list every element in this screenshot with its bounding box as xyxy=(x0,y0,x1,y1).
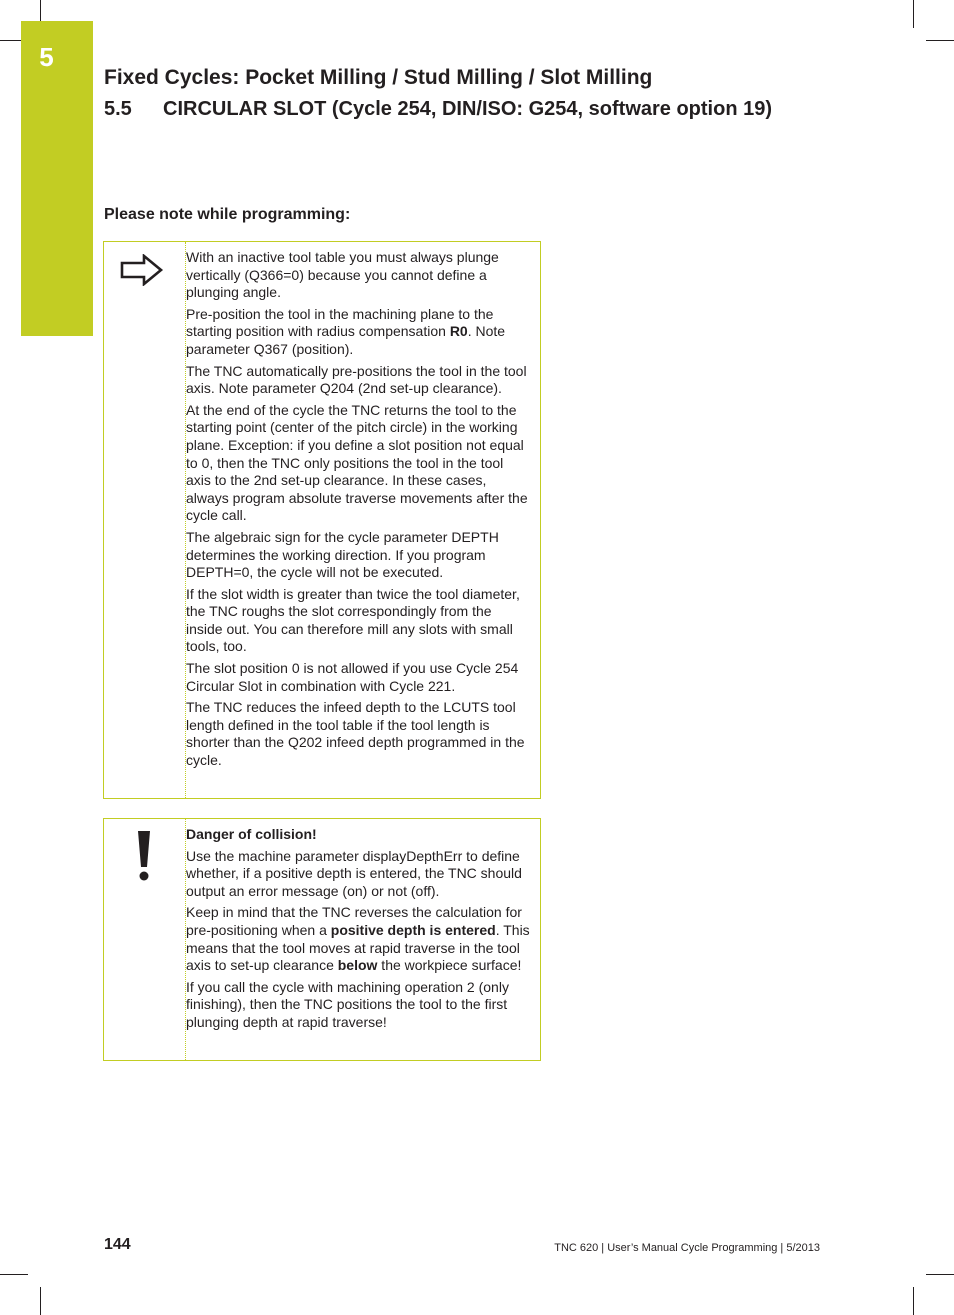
info-paragraph: The TNC reduces the infeed depth to the LCUTS tool length defined in the tool table if the tool length is shorter than the Q202 infeed depth programmed in the cycle. xyxy=(186,699,525,769)
warning-paragraph: Keep in mind that the TNC reverses the calculation for pre-positioning when a positive depth is entered. This means that the tool moves at rapid traverse in the tool axis to set-up clearance below the workpiece surface! xyxy=(186,904,530,974)
exclamation-icon xyxy=(134,829,154,886)
info-paragraph: The algebraic sign for the cycle parameter DEPTH determines the working direction. If you program DEPTH=0, the cycle will not be executed. xyxy=(186,528,499,581)
crop-mark xyxy=(913,0,914,28)
chapter-title: Fixed Cycles: Pocket Milling / Stud Milling / Slot Milling xyxy=(104,66,653,89)
info-paragraph: The TNC automatically pre-positions the tool in the tool axis. Note parameter Q204 (2nd set-up clearance). xyxy=(186,362,527,397)
info-paragraph: At the end of the cycle the TNC returns the tool to the starting point (center of the pitch circle) in the working plane. Exception: if you define a slot position not equal to 0, then the TNC only positions the tool in the tool axis to the 2nd set-up clearance. In these cases, always program absolute traverse movements after the cycle call. xyxy=(186,401,528,524)
warning-title: Danger of collision! xyxy=(186,826,317,842)
crop-mark xyxy=(926,1274,954,1275)
section-title: CIRCULAR SLOT (Cycle 254, DIN/ISO: G254, software option 19) xyxy=(163,98,773,120)
info-note-box xyxy=(103,241,541,799)
info-paragraph: With an inactive tool table you must always plunge vertically (Q366=0) because you cannot define a plunging angle. xyxy=(186,249,499,301)
section-number: 5.5 xyxy=(104,98,132,120)
info-paragraph: If the slot width is greater than twice the tool diameter, the TNC roughs the slot correspondingly from the inside out. You can therefore mill any slots with small tools, too. xyxy=(186,585,520,655)
crop-mark xyxy=(913,1287,914,1315)
page-number: 144 xyxy=(104,1236,131,1253)
warning-paragraph: Use the machine parameter displayDepthErr to define whether, if a positive depth is entered, the TNC should output an error message (on) or not (off). xyxy=(186,847,522,899)
info-paragraph: The slot position 0 is not allowed if you use Cycle 254 Circular Slot in combination with Cycle 221. xyxy=(186,660,519,694)
info-paragraph: Pre-position the tool in the machining plane to the starting position with radius compensation R0. Note parameter Q367 (position). xyxy=(186,305,506,357)
warning-note-content xyxy=(186,826,532,1036)
info-note-content xyxy=(186,249,532,774)
crop-mark xyxy=(40,1287,41,1315)
arrow-right-icon xyxy=(120,254,164,291)
warning-note-box xyxy=(103,818,541,1061)
warning-paragraph: If you call the cycle with machining operation 2 (only finishing), then the TNC positions the tool to the first plunging depth at rapid traverse! xyxy=(186,978,509,1030)
footer-text: TNC 620 | User’s Manual Cycle Programming | 5/2013 xyxy=(554,1242,820,1254)
crop-mark xyxy=(926,40,954,41)
subheading: Please note while programming: xyxy=(104,206,351,223)
chapter-number: 5 xyxy=(39,42,54,72)
crop-mark xyxy=(0,1274,28,1275)
